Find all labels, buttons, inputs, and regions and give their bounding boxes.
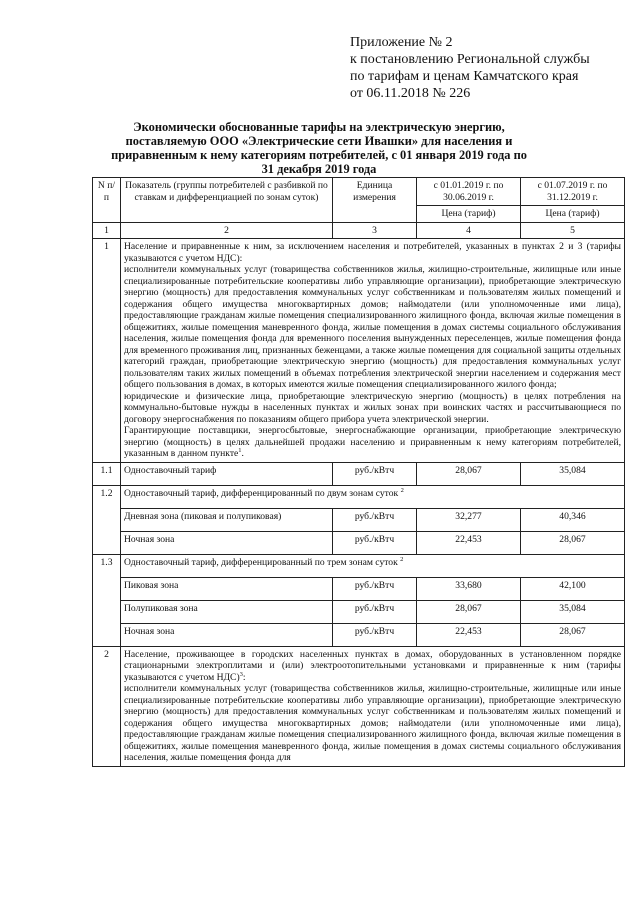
table-row bbox=[93, 623, 625, 646]
row-number: 1.1 bbox=[93, 462, 121, 485]
paragraph bbox=[124, 649, 621, 684]
row-unit: руб./кВтч bbox=[333, 577, 417, 600]
row-label bbox=[121, 554, 625, 577]
paragraph-text: Население, проживающее в городских населенных пунктах в домах, оборудованных в установленном порядке стационарными электроплитами и (или) электроотопительными установками и приравненные к ним (тарифы указываются с учетом НДС) bbox=[124, 648, 621, 683]
row-number: 1.3 bbox=[93, 554, 121, 646]
appendix-line: Приложение № 2 bbox=[350, 35, 453, 50]
row-label: Одноставочный тариф bbox=[121, 462, 333, 485]
table-row bbox=[93, 508, 625, 531]
header-unit: Единица измерения bbox=[333, 178, 417, 223]
column-number-row bbox=[93, 222, 625, 239]
row-number: 2 bbox=[93, 646, 121, 766]
row-number: 1 bbox=[93, 239, 121, 463]
table-row bbox=[93, 577, 625, 600]
header-period-2: с 01.07.2019 г. по 31.12.2019 г. bbox=[521, 178, 625, 206]
header-row bbox=[93, 178, 625, 206]
row-label: Пиковая зона bbox=[121, 577, 333, 600]
header-price-1: Цена (тариф) bbox=[417, 206, 521, 223]
price-value: 28,067 bbox=[417, 462, 521, 485]
price-value: 42,100 bbox=[521, 577, 625, 600]
table-row bbox=[93, 462, 625, 485]
row-label-text: Одноставочный тариф, дифференцированный по двум зонам суток bbox=[124, 487, 399, 499]
price-value: 28,067 bbox=[521, 531, 625, 554]
appendix-line: от 06.11.2018 № 226 bbox=[350, 86, 471, 101]
paragraph: исполнители коммунальных услуг (товарищества собственников жилья, жилищно-строительные, жилищные или иные специализированные потребительские кооперативы либо управляющие организации), приобретающие электрическую энергию (мощность) для предоставления коммунальных услуг собственникам и пользователям жилых помещений и содержания общего имущества многоквартирных домов; наймодатели (или уполномоченные ими лица), предоставляющие гражданам жилые помещения специализированного жилищного фонда, включая жилые помещения в общежитиях, жилые помещения маневренного фонда, жилые помещения в домах системы социального обслуживания населения, жилые помещения фонда для временного поселения вынужденных переселенцев, жилые помещения фонда для временного проживания лиц, признанных беженцами, а также жилые помещения для социальной защиты отдельных категорий граждан, приобретающие электрическую энергию (мощность) для предоставления коммунальных услуг пользователям таких жилых помещений в объемах потребления электрической энергии населением и содержания мест общего пользования в домах, в которых имеются жилые помещения специализированного жилого фонда; bbox=[124, 264, 621, 390]
price-value: 28,067 bbox=[417, 600, 521, 623]
price-value: 35,084 bbox=[521, 462, 625, 485]
header-period-1: с 01.01.2019 г. по 30.06.2019 г. bbox=[417, 178, 521, 206]
paragraph bbox=[124, 425, 621, 460]
table-row bbox=[93, 554, 625, 577]
row-label: Полупиковая зона bbox=[121, 600, 333, 623]
footnote-ref: 3 bbox=[239, 670, 243, 678]
paragraph-end: : bbox=[242, 671, 246, 683]
appendix-line: по тарифам и ценам Камчатского края bbox=[350, 69, 579, 84]
row-label: Ночная зона bbox=[121, 623, 333, 646]
row-unit: руб./кВтч bbox=[333, 531, 417, 554]
footnote-ref: 2 bbox=[400, 555, 404, 563]
row-unit: руб./кВтч bbox=[333, 462, 417, 485]
appendix-header bbox=[350, 34, 620, 102]
paragraph: юридические и физические лица, приобретающие электрическую энергию (мощность) в целях потребления на коммунально-бытовые нужды в населенных пунктах и жилых зонах при воинских частях и рассчитывающиеся по договору энергоснабжения по показаниям общего прибора учета электрической энергии. bbox=[124, 390, 621, 425]
price-value: 22,453 bbox=[417, 531, 521, 554]
paragraph-end: . bbox=[241, 448, 244, 459]
row-description bbox=[121, 239, 625, 463]
row-label bbox=[121, 485, 625, 508]
row-unit: руб./кВтч bbox=[333, 600, 417, 623]
row-unit: руб./кВтч bbox=[333, 623, 417, 646]
row-label: Дневная зона (пиковая и полупиковая) bbox=[121, 508, 333, 531]
header-indicator: Показатель (группы потребителей с разбивкой по ставкам и дифференциацией по зонам суток) bbox=[121, 178, 333, 223]
table-row bbox=[93, 600, 625, 623]
table-row bbox=[93, 239, 625, 463]
table-row bbox=[93, 531, 625, 554]
footnote-ref: 2 bbox=[400, 486, 404, 494]
row-unit: руб./кВтч bbox=[333, 508, 417, 531]
row-description bbox=[121, 646, 625, 766]
header-n: N п/п bbox=[93, 178, 121, 223]
column-number: 5 bbox=[521, 222, 625, 239]
document-title: Экономически обоснованные тарифы на электрическую энергию, поставляемую ООО «Электрические сети Ивашки» для населения и приравненным к нему категориям потребителей, с 01 января 2019 года по 31 декабря 2019 года bbox=[111, 120, 527, 176]
footnote-ref: 1 bbox=[238, 446, 242, 454]
price-value: 33,680 bbox=[417, 577, 521, 600]
price-value: 35,084 bbox=[521, 600, 625, 623]
price-value: 32,277 bbox=[417, 508, 521, 531]
row-label-text: Одноставочный тариф, дифференцированный по трем зонам суток bbox=[124, 556, 398, 568]
tariff-table bbox=[92, 177, 625, 767]
paragraph: исполнители коммунальных услуг (товарищества собственников жилья, жилищно-строительные, жилищные или иные специализированные потребительские кооперативы либо управляющие организации), приобретающие электрическую энергию (мощность) для предоставления коммунальных услуг собственникам и пользователям жилых помещений и содержания общего имущества многоквартирных домов; наймодатели (или уполномоченные ими лица), предоставляющие гражданам жилые помещения специализированного жилищного фонда, включая жилые помещения в общежитиях, жилые помещения маневренного фонда, жилые помещения в домах системы социального обслуживания населения, жилые помещения фонда для bbox=[124, 683, 621, 763]
table-row bbox=[93, 485, 625, 508]
price-value: 28,067 bbox=[521, 623, 625, 646]
price-value: 22,453 bbox=[417, 623, 521, 646]
paragraph: Население и приравненные к ним, за исключением населения и потребителей, указанных в пунктах 2 и 3 (тарифы указываются с учетом НДС): bbox=[124, 241, 621, 264]
column-number: 4 bbox=[417, 222, 521, 239]
row-label: Ночная зона bbox=[121, 531, 333, 554]
appendix-line: к постановлению Региональной службы bbox=[350, 52, 590, 67]
column-number: 3 bbox=[333, 222, 417, 239]
column-number: 1 bbox=[93, 222, 121, 239]
row-number: 1.2 bbox=[93, 485, 121, 554]
header-price-2: Цена (тариф) bbox=[521, 206, 625, 223]
table-row bbox=[93, 646, 625, 766]
column-number: 2 bbox=[121, 222, 333, 239]
price-value: 40,346 bbox=[521, 508, 625, 531]
paragraph-text: Гарантирующие поставщики, энергосбытовые, энергоснабжающие организации, приобретающие электрическую энергию (мощность) в целях дальнейшей продажи населению и приравненным к нему категориям потребителей, указанным в данном пункте bbox=[124, 425, 621, 459]
